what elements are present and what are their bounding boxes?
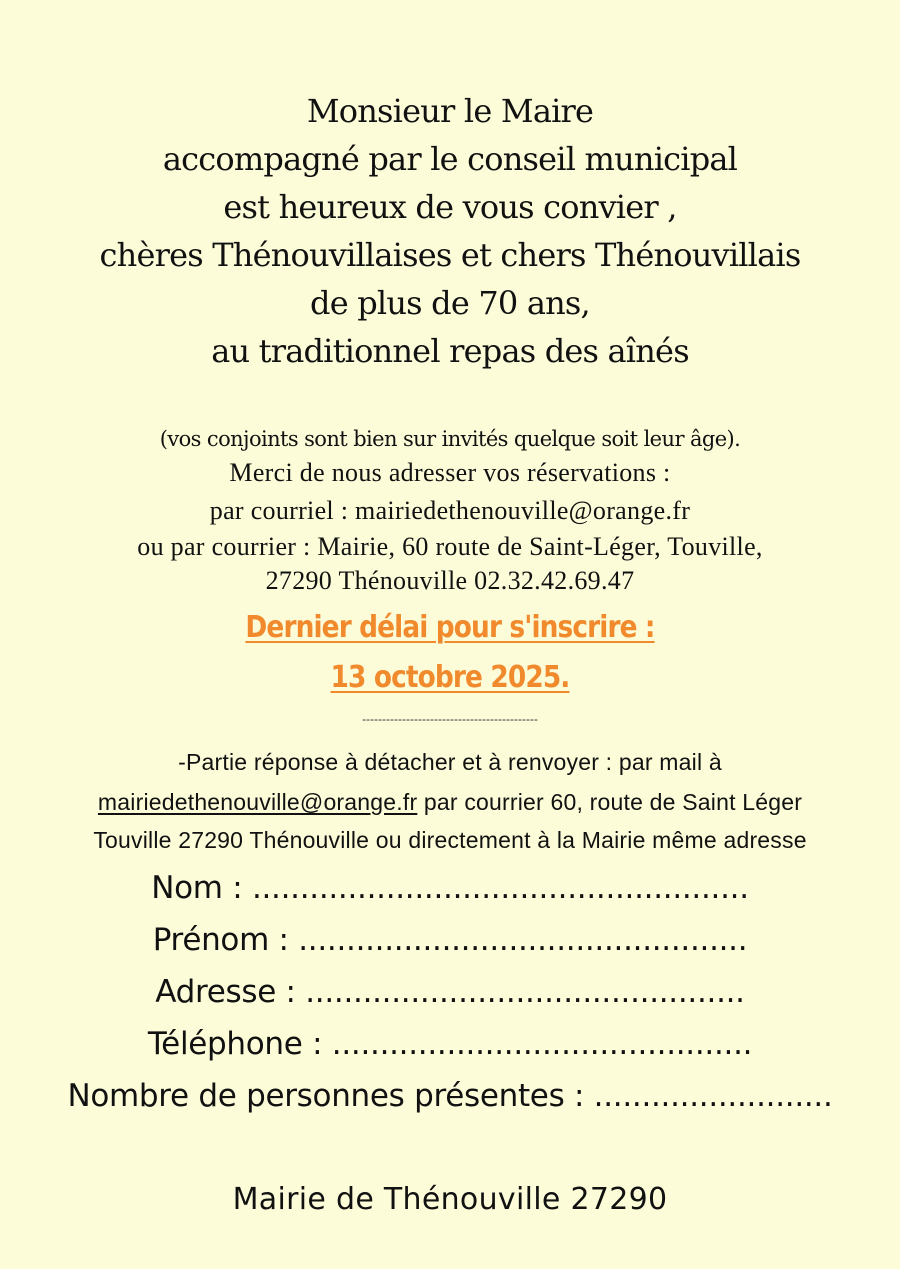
form-field-nom[interactable]: Nom : .................................................... [151, 870, 749, 906]
footer-signature: Mairie de Thénouville 27290 [232, 1182, 668, 1217]
detach-separator: -------------------------------------------- [362, 712, 538, 726]
postal-contact-line: ou par courrier : Mairie, 60 route de Saint-Léger, Touville, [137, 532, 763, 561]
invitation-line-6: au traditionnel repas des aînés [211, 332, 689, 370]
form-field-nombre-personnes[interactable]: Nombre de personnes présentes : ......................... [67, 1078, 833, 1114]
form-field-prenom[interactable]: Prénom : ............................................... [152, 922, 748, 958]
invitation-line-5: de plus de 70 ans, [310, 284, 590, 322]
invitation-line-4: chères Thénouvillaises et chers Thénouvillais [99, 236, 801, 274]
form-field-telephone[interactable]: Téléphone : ............................................ [147, 1026, 753, 1062]
invitation-line-1: Monsieur le Maire [306, 92, 594, 130]
invitation-line-2: accompagné par le conseil municipal [162, 140, 738, 178]
email-contact-line: par courriel : mairiedethenouville@orange.fr [209, 496, 691, 525]
reservation-intro: Merci de nous adresser vos réservations : [229, 458, 671, 487]
reply-instructions-line-3: Touville 27290 Thénouville ou directement à la Mairie même adresse [93, 827, 807, 853]
spouses-note: (vos conjoints sont bien sur invités quelque soit leur âge). [159, 427, 741, 451]
reply-email-link[interactable]: mairiedethenouville@orange.fr [97, 789, 418, 815]
form-field-adresse[interactable]: Adresse : .............................................. [155, 974, 745, 1010]
invitation-line-3: est heureux de vous convier , [223, 188, 677, 226]
address-phone-line: 27290 Thénouville 02.32.42.69.47 [265, 566, 635, 595]
reply-instructions-line-1: -Partie réponse à détacher et à renvoyer : par mail à [178, 749, 722, 775]
deadline-label: Dernier délai pour s'inscrire : [245, 610, 655, 645]
reply-postal-text: par courrier 60, route de Saint Léger [417, 789, 803, 815]
reply-instructions-line-2 [0, 789, 900, 816]
deadline-date: 13 octobre 2025. [330, 660, 570, 695]
